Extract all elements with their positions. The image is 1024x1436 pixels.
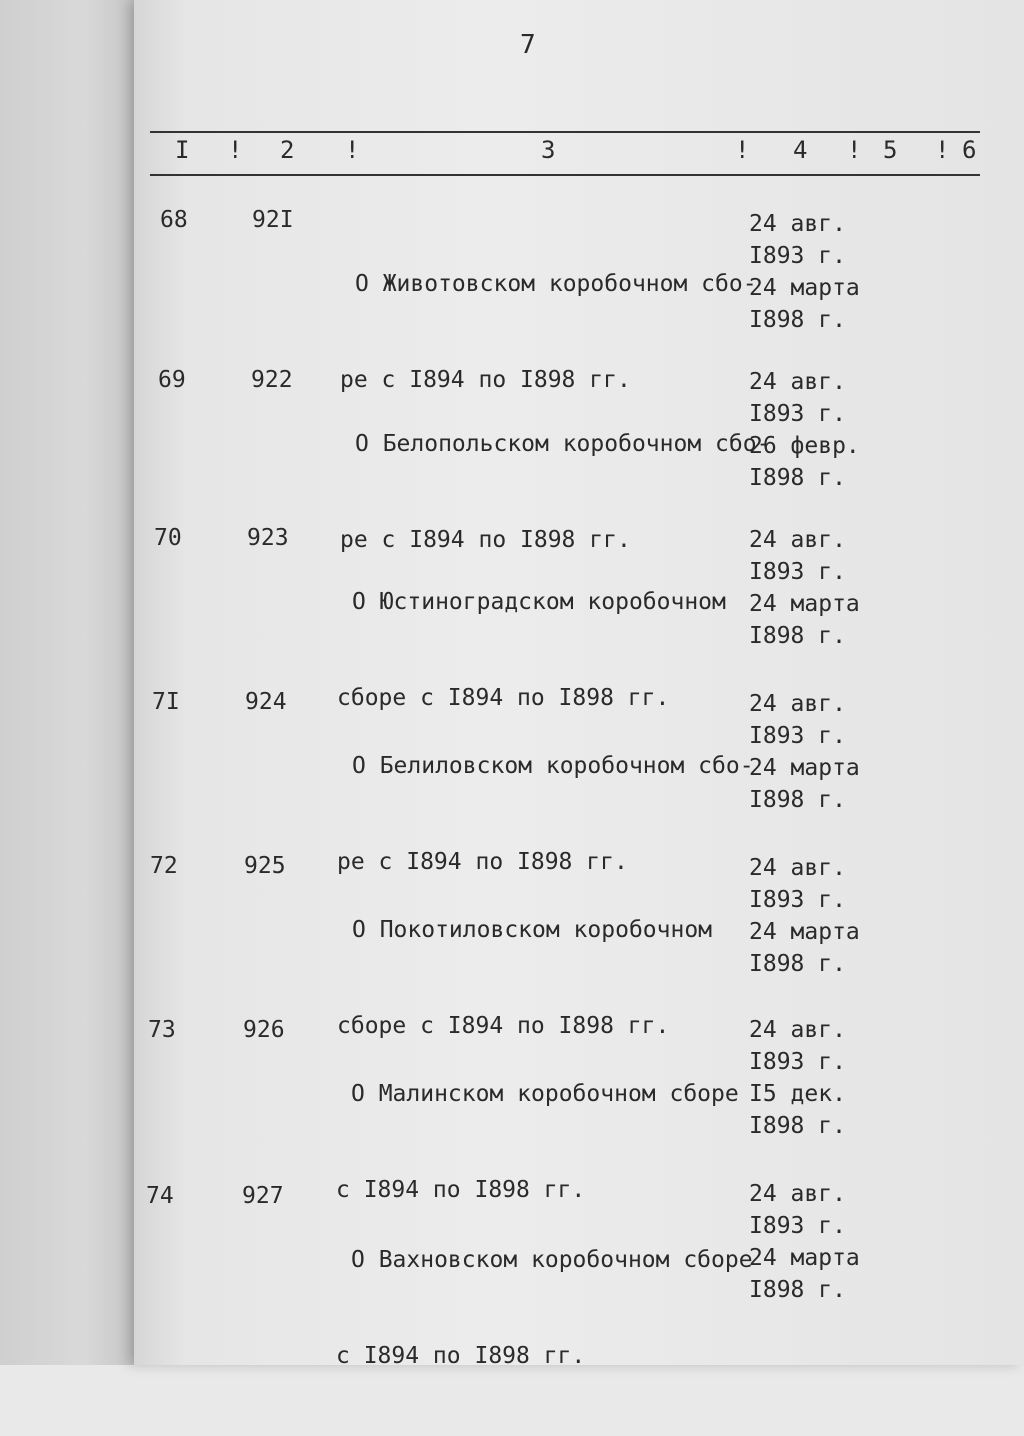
page-number: 7: [520, 30, 536, 60]
description-line: О Белопольском коробочном сбо-: [355, 431, 771, 457]
end-year: I898 г.: [749, 623, 846, 649]
header-sep-1: !: [228, 136, 243, 164]
header-col-2: 2: [280, 136, 295, 164]
case-description: [336, 1180, 753, 1436]
case-dates: [749, 1178, 860, 1306]
description-line: ре с I894 по I898 гг.: [340, 367, 631, 393]
start-year: I893 г.: [749, 401, 846, 427]
header-top-rule: [150, 131, 980, 133]
description-line: ре с I894 по I898 гг.: [340, 527, 631, 553]
description-line: с I894 по I898 гг.: [336, 1177, 586, 1203]
row-number: 69: [158, 367, 186, 393]
header-col-3: 3: [541, 136, 556, 164]
start-date: 24 авг.: [749, 855, 846, 881]
row-number: 72: [150, 853, 178, 879]
end-year: I898 г.: [749, 951, 846, 977]
description-line: О Вахновском коробочном сборе: [351, 1247, 753, 1273]
end-date: 24 марта: [749, 591, 860, 617]
start-year: I893 г.: [749, 723, 846, 749]
header-bottom-rule: [150, 174, 980, 176]
case-dates: [749, 1014, 846, 1142]
facing-page-edge: [0, 0, 140, 1365]
header-sep-2: !: [345, 136, 360, 164]
case-number: 927: [242, 1183, 284, 1209]
row-number: 7I: [152, 689, 180, 715]
header-sep-5: !: [935, 136, 950, 164]
description-line: с I894 по I898 гг.: [336, 1343, 586, 1369]
end-date: 24 марта: [749, 1245, 860, 1271]
end-year: I898 г.: [749, 465, 846, 491]
end-year: I898 г.: [749, 787, 846, 813]
case-dates: [749, 688, 860, 816]
end-date: 24 марта: [749, 919, 860, 945]
start-date: 24 авг.: [749, 1017, 846, 1043]
description-line: ре с I894 по I898 гг.: [337, 849, 628, 875]
header-col-5: 5: [883, 136, 898, 164]
description-line: О Покотиловском коробочном: [352, 917, 713, 943]
header-col-4: 4: [793, 136, 808, 164]
start-year: I893 г.: [749, 1049, 846, 1075]
start-date: 24 авг.: [749, 1181, 846, 1207]
start-date: 24 авг.: [749, 691, 846, 717]
start-year: I893 г.: [749, 559, 846, 585]
description-line: сборе с I894 по I898 гг.: [337, 685, 670, 711]
case-dates: [749, 524, 860, 652]
case-number: 925: [244, 853, 286, 879]
start-date: 24 авг.: [749, 369, 846, 395]
start-year: I893 г.: [749, 887, 846, 913]
end-date: I5 дек.: [749, 1081, 846, 1107]
case-dates: [749, 366, 860, 494]
end-year: I898 г.: [749, 1113, 846, 1139]
case-number: 923: [247, 525, 289, 551]
description-line: О Белиловском коробочном сбо-: [352, 753, 754, 779]
end-date: 24 марта: [749, 755, 860, 781]
row-number: 73: [148, 1017, 176, 1043]
case-dates: [749, 852, 860, 980]
header-col-6: 6: [962, 136, 977, 164]
case-number: 924: [245, 689, 287, 715]
case-number: 92I: [252, 207, 294, 233]
start-date: 24 авг.: [749, 211, 846, 237]
end-date: 26 февр.: [749, 433, 860, 459]
header-sep-4: !: [847, 136, 862, 164]
end-year: I898 г.: [749, 1277, 846, 1303]
description-line: О Юстиноградском коробочном: [352, 589, 726, 615]
start-year: I893 г.: [749, 1213, 846, 1239]
row-number: 68: [160, 207, 188, 233]
start-year: I893 г.: [749, 243, 846, 269]
row-number: 74: [146, 1183, 174, 1209]
header-col-1: I: [175, 136, 190, 164]
start-date: 24 авг.: [749, 527, 846, 553]
end-year: I898 г.: [749, 307, 846, 333]
header-sep-3: !: [735, 136, 750, 164]
description-line: О Животовском коробочном сбо-: [355, 271, 757, 297]
description-line: сборе с I894 по I898 гг.: [337, 1013, 670, 1039]
case-number: 926: [243, 1017, 285, 1043]
case-dates: [749, 208, 860, 336]
row-number: 70: [154, 525, 182, 551]
end-date: 24 марта: [749, 275, 860, 301]
case-number: 922: [251, 367, 293, 393]
description-line: О Малинском коробочном сборе: [351, 1081, 739, 1107]
